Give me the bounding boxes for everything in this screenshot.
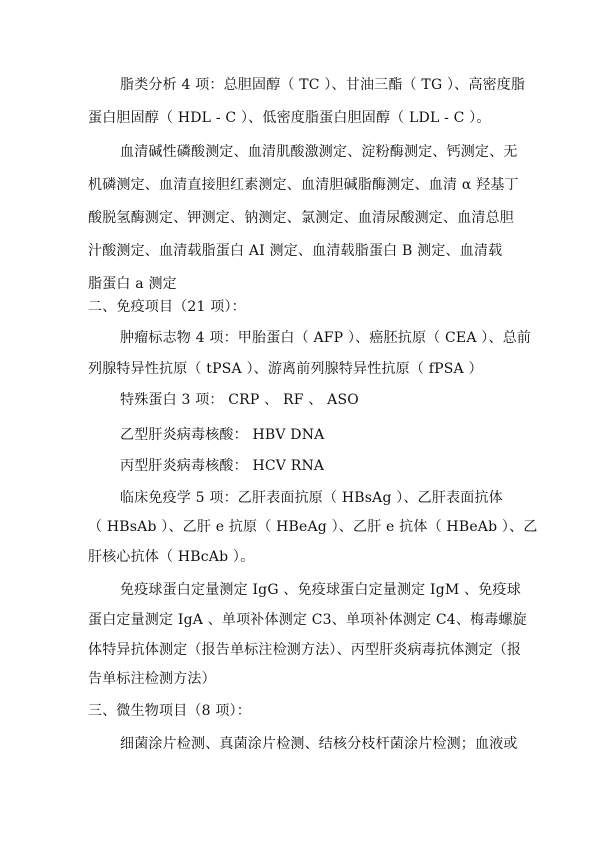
text-line: 机磷测定、血清直接胆红素测定、血清胆碱脂酶测定、血清 α 羟基丁 xyxy=(88,177,519,193)
section-heading: 三、微生物项目（8 项）： xyxy=(88,703,251,719)
text-line: 免疫球蛋白定量测定 IgG 、免疫球蛋白定量测定 IgM 、免疫球 xyxy=(120,582,521,598)
text-line: （ HBsAb ）、乙肝 e 抗原（ HBeAg ）、乙肝 e 抗体（ HBeAb ）、乙 xyxy=(88,519,538,535)
text-line: 临床免疫学 5 项：乙肝表面抗原（ HBsAg ）、乙肝表面抗体 xyxy=(120,490,503,506)
section-heading: 二、免疫项目（21 项）： xyxy=(88,299,246,315)
text-line: 列腺特异性抗原（ tPSA ）、游离前列腺特异性抗原（ fPSA ） xyxy=(88,361,483,377)
text-line: 体特异抗体测定（报告单标注检测方法）、丙型肝炎病毒抗体测定（报 xyxy=(88,642,522,658)
text-line: 特殊蛋白 3 项： CRP 、 RF 、 ASO xyxy=(120,392,359,408)
text-line: 丙型肝炎病毒核酸： HCV RNA xyxy=(120,458,325,474)
text-line: 乙型肝炎病毒核酸： HBV DNA xyxy=(120,427,325,443)
text-line: 蛋白胆固醇（ HDL - C ）、低密度脂蛋白胆固醇（ LDL - C ）。 xyxy=(88,110,491,126)
text-line: 蛋白定量测定 IgA 、单项补体测定 C3、单项补体测定 C4、梅毒螺旋 xyxy=(88,612,527,628)
text-line: 血清碱性磷酸测定、血清肌酸激测定、淀粉酶测定、钙测定、无 xyxy=(120,144,518,160)
text-line: 细菌涂片检测、真菌涂片检测、结核分枝杆菌涂片检测；血液或 xyxy=(120,736,518,752)
text-line: 肿瘤标志物 4 项：甲胎蛋白（ AFP ）、癌胚抗原（ CEA ）、总前 xyxy=(120,330,532,346)
text-line: 告单标注检测方法） xyxy=(88,671,216,687)
text-line: 酸脱氢酶测定、钾测定、钠测定、氯测定、血清尿酸测定、血清总胆 xyxy=(88,210,514,226)
text-line: 脂类分析 4 项：总胆固醇（ TC ）、甘油三酯（ TG ）、高密度脂 xyxy=(120,77,526,93)
text-line: 汁酸测定、血清载脂蛋白 AI 测定、血清载脂蛋白 B 测定、血清载 xyxy=(88,243,503,259)
text-line: 脂蛋白 a 测定 xyxy=(88,276,177,292)
text-line: 肝核心抗体（ HBcAb ）。 xyxy=(88,549,255,565)
